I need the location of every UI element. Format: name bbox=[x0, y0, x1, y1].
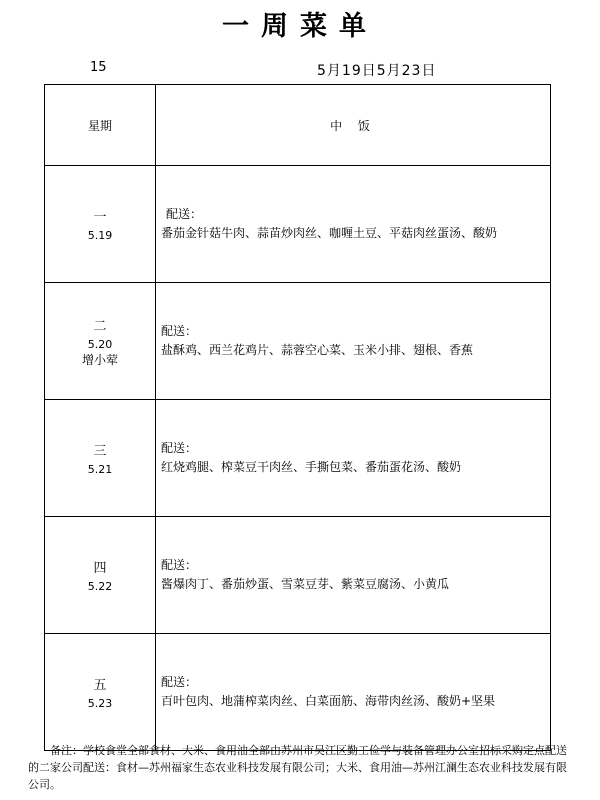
table-row bbox=[45, 166, 551, 283]
day-date: 5.22 bbox=[87, 580, 113, 593]
dishes: 百叶包肉、地蒲榨菜肉丝、白菜面筋、海带肉丝汤、酸奶+坚果 bbox=[161, 694, 496, 708]
day-date: 5.21 bbox=[87, 463, 113, 476]
day-cell bbox=[45, 283, 156, 400]
day-name: 二 bbox=[93, 318, 107, 334]
header-day: 星期 bbox=[45, 85, 156, 166]
table-header-row bbox=[45, 85, 551, 166]
day-cell bbox=[45, 166, 156, 283]
supply-label: 配送： bbox=[161, 558, 198, 572]
footnote: 备注：学校食堂全部食材、大米、食用油全部由苏州市吴江区勤工俭学与装备管理办公室招标采购定点配送的二家公司配送：食材—苏州福家生态农业科技发展有限公司；大米、食用油—苏州江澜生态农业科技发展有限公司。 bbox=[28, 744, 567, 791]
lunch-cell bbox=[156, 517, 551, 634]
dishes: 盐酥鸡、西兰花鸡片、蒜蓉空心菜、玉米小排、翅根、香蕉 bbox=[161, 343, 474, 357]
day-date: 5.23 bbox=[87, 697, 113, 710]
week-number: 15 bbox=[90, 60, 107, 75]
supply-label: 配送： bbox=[161, 324, 198, 338]
table-row bbox=[45, 634, 551, 751]
lunch-cell bbox=[156, 283, 551, 400]
date-range: 5月19日5月23日 bbox=[317, 63, 437, 79]
day-name: 五 bbox=[93, 678, 107, 693]
day-cell bbox=[45, 400, 156, 517]
supply-label: 配送： bbox=[166, 207, 203, 221]
day-cell bbox=[45, 517, 156, 634]
header-lunch: 中 饭 bbox=[156, 85, 551, 166]
day-name: 三 bbox=[93, 444, 107, 459]
page-title: 一周菜单 bbox=[222, 11, 378, 42]
table-row bbox=[45, 517, 551, 634]
supply-label: 配送： bbox=[161, 675, 198, 689]
lunch-cell bbox=[156, 400, 551, 517]
lunch-cell bbox=[156, 634, 551, 751]
dishes: 酱爆肉丁、番茄炒蛋、雪菜豆芽、紫菜豆腐汤、小黄瓜 bbox=[161, 577, 450, 591]
table-row bbox=[45, 400, 551, 517]
day-note: 增小荤 bbox=[81, 352, 118, 367]
menu-table bbox=[44, 84, 551, 751]
lunch-cell bbox=[156, 166, 551, 283]
day-name: 四 bbox=[93, 561, 107, 576]
day-cell bbox=[45, 634, 156, 751]
table-row bbox=[45, 283, 551, 400]
day-name: 一 bbox=[93, 210, 107, 225]
dishes: 番茄金针菇牛肉、蒜苗炒肉丝、咖喱土豆、平菇肉丝蛋汤、酸奶 bbox=[161, 226, 498, 240]
dishes: 红烧鸡腿、榨菜豆干肉丝、手撕包菜、番茄蛋花汤、酸奶 bbox=[161, 460, 462, 474]
day-date: 5.19 bbox=[87, 229, 113, 242]
supply-label: 配送： bbox=[161, 441, 198, 455]
day-date: 5.20 bbox=[87, 337, 113, 351]
